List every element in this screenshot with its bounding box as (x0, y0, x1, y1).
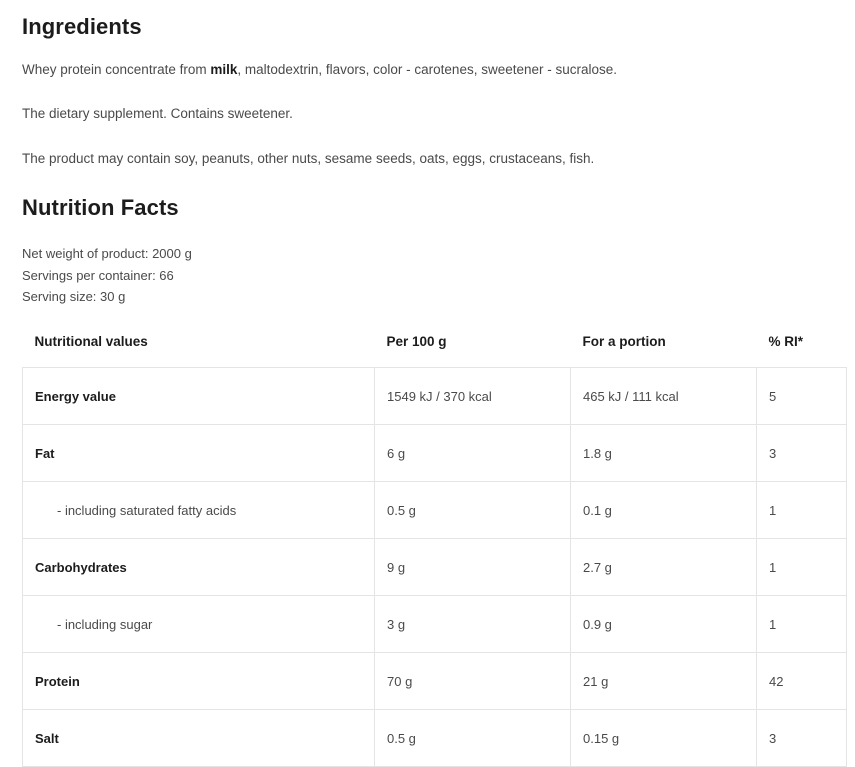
row-portion: 0.9 g (571, 596, 757, 653)
allergen-warning: The product may contain soy, peanuts, other nuts, sesame seeds, oats, eggs, crustaceans, fish. (22, 150, 595, 166)
table-header-row (23, 324, 847, 368)
ingredients-title: Ingredients (22, 14, 142, 39)
row-label: Carbohydrates (23, 539, 375, 596)
ingredients-text-before: Whey protein concentrate from (22, 62, 211, 77)
row-ri: 42 (757, 653, 847, 710)
nutrition-facts-title: Nutrition Facts (22, 194, 179, 220)
row-ri: 1 (757, 596, 847, 653)
row-label: Fat (23, 425, 375, 482)
column-header-ri: % RI* (757, 324, 847, 368)
row-ri: 3 (757, 710, 847, 767)
table-row (23, 368, 847, 425)
row-per-100g: 1549 kJ / 370 kcal (375, 368, 571, 425)
row-label: Protein (23, 653, 375, 710)
row-label: Salt (23, 710, 375, 767)
row-portion: 21 g (571, 653, 757, 710)
row-portion: 2.7 g (571, 539, 757, 596)
servings-per-container-line: Servings per container: 66 (22, 267, 174, 283)
nutrition-table (22, 324, 847, 767)
row-ri: 1 (757, 482, 847, 539)
row-per-100g: 9 g (375, 539, 571, 596)
nutrition-meta (22, 243, 833, 308)
ingredients-text-after: , maltodextrin, flavors, color - carotenes, sweetener - sucralose. (237, 62, 618, 77)
column-header-portion: For a portion (571, 324, 757, 368)
row-per-100g: 0.5 g (375, 482, 571, 539)
row-label: - including saturated fatty acids (23, 482, 375, 539)
row-per-100g: 70 g (375, 653, 571, 710)
supplement-note: The dietary supplement. Contains sweetener. (22, 106, 293, 122)
row-ri: 1 (757, 539, 847, 596)
column-header-values: Nutritional values (23, 324, 375, 368)
row-ri: 5 (757, 368, 847, 425)
row-ri: 3 (757, 425, 847, 482)
nutrition-table-body (23, 368, 847, 767)
row-label: - including sugar (23, 596, 375, 653)
row-portion: 0.15 g (571, 710, 757, 767)
serving-size-line: Serving size: 30 g (22, 289, 126, 305)
table-row (23, 539, 847, 596)
net-weight-line: Net weight of product: 2000 g (22, 245, 192, 261)
table-row (23, 425, 847, 482)
row-per-100g: 6 g (375, 425, 571, 482)
table-row (23, 653, 847, 710)
ingredients-allergen-milk: milk (210, 62, 238, 77)
table-row (23, 710, 847, 767)
ingredients-paragraph (22, 60, 833, 80)
row-portion: 0.1 g (571, 482, 757, 539)
row-per-100g: 0.5 g (375, 710, 571, 767)
row-per-100g: 3 g (375, 596, 571, 653)
row-portion: 1.8 g (571, 425, 757, 482)
nutrition-table-head (23, 324, 847, 368)
row-portion: 465 kJ / 111 kcal (571, 368, 757, 425)
column-header-per-100g: Per 100 g (375, 324, 571, 368)
table-row (23, 596, 847, 653)
table-row (23, 482, 847, 539)
row-label: Energy value (23, 368, 375, 425)
